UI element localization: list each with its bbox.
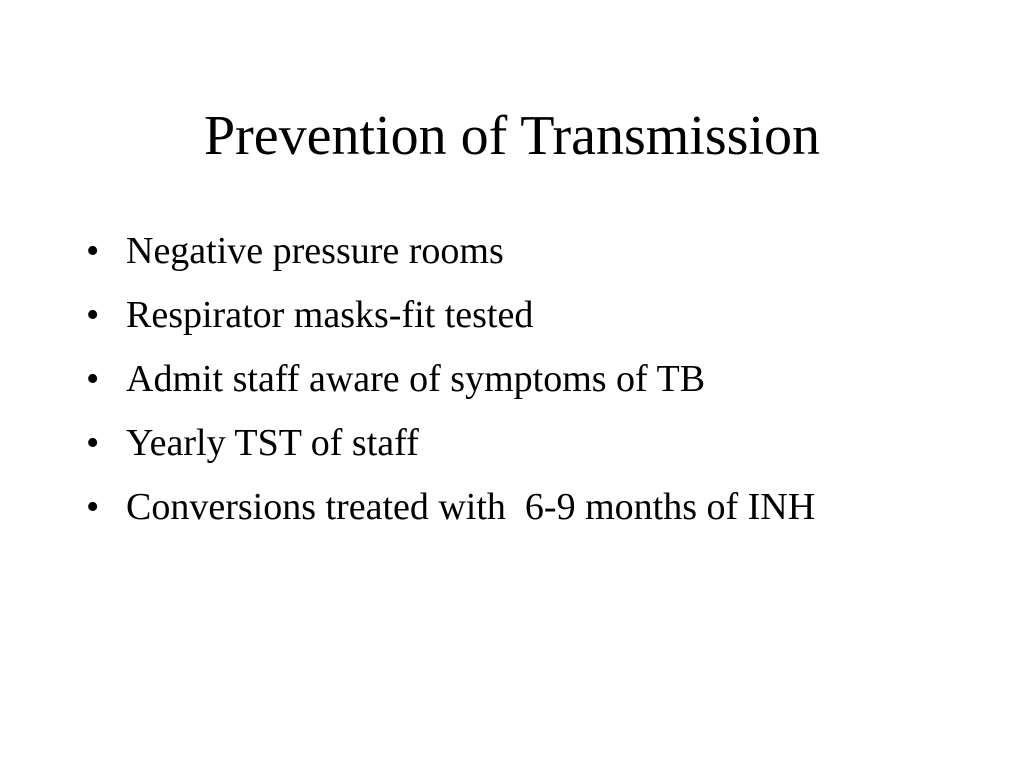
bullet-item [86, 418, 906, 468]
bullet-item [86, 354, 906, 404]
bullet-text-negative-pressure: Negative pressure rooms [126, 230, 504, 272]
bullet-item [86, 290, 906, 340]
bullet-text-respirator-masks: Respirator masks-fit tested [126, 294, 534, 336]
bullet-text-yearly-tst: Yearly TST of staff [126, 422, 419, 464]
bullet-marker: • [86, 422, 100, 464]
bullet-text-conversions: Conversions treated with 6-9 months of INH [126, 486, 816, 528]
bullet-item [86, 482, 906, 532]
bullet-marker: • [86, 230, 100, 272]
bullet-marker: • [86, 358, 100, 400]
bullet-marker: • [86, 294, 100, 336]
bullet-marker: • [86, 486, 100, 528]
bullet-text-admit-staff: Admit staff aware of symptoms of TB [126, 358, 706, 400]
slide-title: Prevention of Transmission [203, 105, 821, 167]
bullet-item [86, 226, 906, 276]
bullet-list [86, 226, 906, 546]
